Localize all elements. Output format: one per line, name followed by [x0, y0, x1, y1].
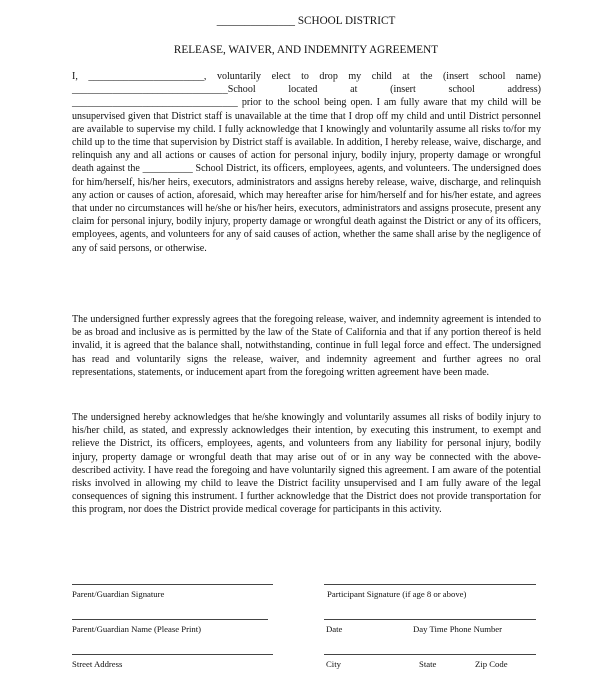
zip-code-label: Zip Code [475, 659, 508, 669]
parent-signature-label: Parent/Guardian Signature [72, 589, 165, 599]
city-state-zip-line[interactable] [324, 654, 536, 655]
street-address-label: Street Address [72, 659, 123, 669]
parent-name-line[interactable] [72, 619, 268, 620]
parent-signature-line[interactable] [72, 584, 273, 585]
paragraph-2: The undersigned further expressly agrees that the foregoing release, waiver, and indemnity agreement is intended to be as broad and inclusive as is permitted by the law of the State of California and that if any portion thereof is held invalid, it is agreed that the balance shall, notwithstanding, continue in full legal force and effect. The undersigned has read and voluntarily signs the release, waiver, and indemnity agreement and further agrees no oral representations, statements, or inducement apart from the foregoing written agreement have been made. [72, 314, 541, 378]
city-label: City [326, 659, 341, 669]
participant-signature-label: Participant Signature (if age 8 or above) [327, 589, 467, 599]
paragraph-3: The undersigned hereby acknowledges that he/she knowingly and voluntarily assumes all risks of bodily injury to his/her child, as stated, and expressly acknowledges their intention, by executing this instrument, to exempt and relieve the District, its officers, employees, agents, and volunteers from any liability for personal injury, bodily injury, property damage or wrongful death that may arise out of or in any way be connected with the above-described activity. I have read the foregoing and have voluntarily signed this agreement. I am aware of the potential risks involved in allowing my child to leave the District facility unsupervised and I am fully aware of the legal consequences of signing this instrument. I further acknowledge that the District does not provide transportation for this program, nor does the District provide medical coverage for participants in this activity. [72, 412, 541, 516]
state-label: State [419, 659, 437, 669]
participant-signature-line[interactable] [324, 584, 536, 585]
date-phone-line[interactable] [324, 619, 536, 620]
parent-name-label: Parent/Guardian Name (Please Print) [72, 624, 202, 634]
district-header: ______________ SCHOOL DISTRICT [216, 15, 396, 27]
date-label: Date [326, 624, 343, 634]
agreement-title: RELEASE, WAIVER, AND INDEMNITY AGREEMENT [173, 44, 439, 56]
day-phone-label: Day Time Phone Number [413, 624, 503, 634]
paragraph-1: I, _______________________, voluntarily elect to drop my child at the (insert school name) _______________________________School located at (insert school address) _________________________________ prior to the school being open. I am fully aware that my child will be unsupervised given that District staff is unavailable at the time that I drop off my child and until District personnel are available to supervise my child. I fully acknowledge that I knowingly and voluntarily assume all risks to/for my child up to the time that supervision by District staff is available. In addition, I hereby release, waive, discharge, and relinquish any and all actions or causes of action for personal injury, bodily injury, property damage or wrongful death against the __________ School District, its officers, employees, agents, and volunteers. The undersigned does for him/herself, his/her heirs, executors, administrators and assigns hereby release, waive, discharge, and relinquish any action or causes of action, aforesaid, which may hereafter arise for him/herself and for his/her estate, and agrees that under no circumstances will he/she or his/her heirs, executors, administrators and assigns prosecute, present any claim for personal injury, bodily injury, property damage or wrongful death against the District or any of its officers, employees, agents, and volunteers for any of said causes of action, whether the same shall arise by the negligence of any of said persons, or otherwise. [72, 71, 541, 254]
street-address-line[interactable] [72, 654, 273, 655]
